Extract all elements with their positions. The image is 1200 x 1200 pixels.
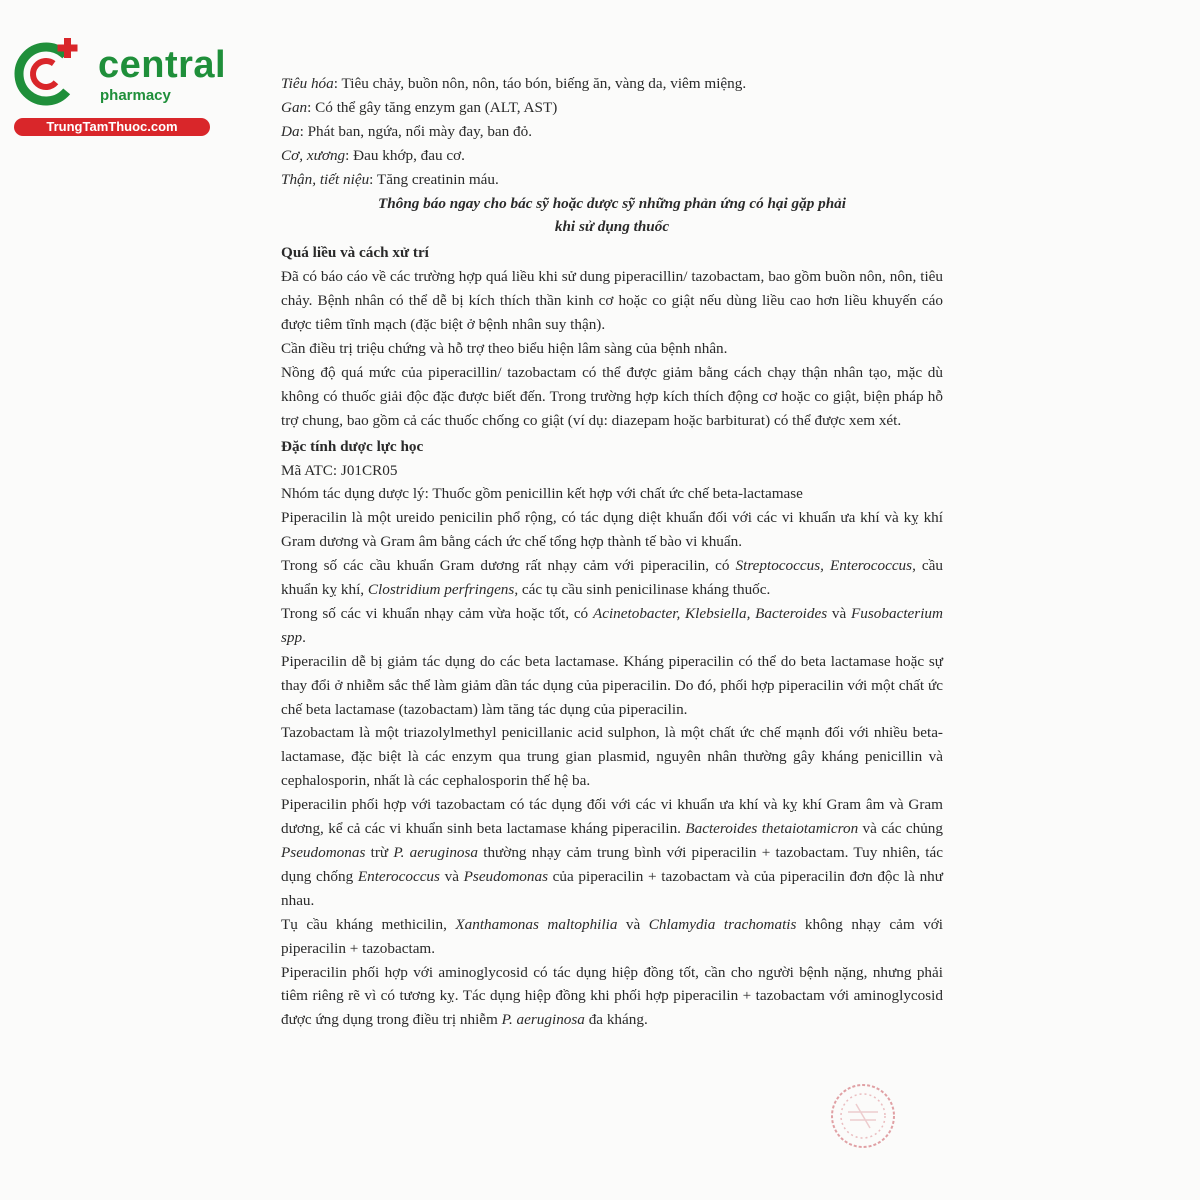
overdose-paragraph: Đã có báo cáo về các trường hợp quá liều khi sử dung piperacillin/ tazobactam, bao gồm buồn nôn, nôn, tiêu chảy. Bệnh nhân có thể dễ bị kích thích thần kinh cơ hoặc co giật nếu dùng liều cao hơn liều khuyến cáo được tiêm tĩnh mạch (đặc biệt ở bệnh nhân suy thận).	[281, 268, 943, 334]
pharma-paragraph: Piperacilin phối hợp với aminoglycosid có tác dụng hiệp đồng tốt, cần cho người bệnh nặng, nhưng phải tiêm riêng rẽ vì có tương kỵ. Tác dụng hiệp đồng khi phối hợp piperacilin + tazobactam với aminoglycosid được ứng dụng trong điều trị nhiễm P. aeruginosa đa kháng.	[281, 963, 943, 1029]
side-effect-label: Gan	[281, 98, 308, 116]
side-effect-text: : Tăng creatinin máu.	[369, 170, 499, 188]
pharma-paragraph: Piperacilin là một ureido penicilin phổ rộng, có tác dụng diệt khuẩn đối với các vi khuẩn ưa khí và kỵ khí Gram dương và Gram âm bằng cách ức chế tổng hợp thành tế bào vi khuẩn.	[281, 509, 943, 551]
side-effect-label: Tiêu hóa	[281, 75, 334, 92]
pharmacodynamics-heading: Đặc tính dược lực học	[281, 437, 424, 455]
overdose-heading: Quá liều và cách xử trí	[281, 244, 429, 262]
brand-subtitle: pharmacy	[100, 87, 171, 104]
side-effect-renal	[281, 168, 943, 192]
overdose-paragraph: Cần điều trị triệu chứng và hỗ trợ theo biểu hiện lâm sàng của bệnh nhân.	[281, 339, 728, 357]
overdose-paragraph: Nồng độ quá mức của piperacillin/ tazobactam có thể được giảm bằng cách chạy thận nhân tạo, mặc dù không có thuốc giải độc đặc được biết đến. Trong trường hợp kích thích động cơ hoặc co giật, biện pháp hỗ trợ chung, bao gồm cả các thuốc chống co giật (ví dụ: diazepam hoặc barbiturat) có thể được xem xét.	[281, 363, 943, 429]
notice-line-2: khi sử dụng thuốc	[554, 218, 670, 236]
pharmacy-cross-logo-icon	[12, 36, 84, 108]
brand-logo	[12, 36, 227, 136]
pharma-paragraph: Piperacilin phối hợp với tazobactam có tác dụng đối với các vi khuẩn ưa khí và kỵ khí Gram âm và Gram dương, kể cả các vi khuẩn sinh beta lactamase kháng piperacilin. Bacteroides thetaiotamicron và các chủng Pseudomonas trừ P. aeruginosa thường nhạy cảm trung bình với piperacilin + tazobactam. Tuy nhiên, tác dụng chống Enterococcus và Pseudomonas của piperacilin + tazobactam và của piperacilin đơn độc là như nhau.	[281, 796, 943, 909]
side-effect-text: : Đau khớp, đau cơ.	[345, 146, 465, 164]
adverse-reaction-notice	[281, 192, 943, 240]
brand-name: central	[98, 44, 227, 86]
side-effect-musculoskeletal	[281, 144, 943, 168]
side-effect-text: : Phát ban, ngứa, nổi mày đay, ban đỏ.	[299, 122, 533, 140]
side-effect-liver	[281, 96, 943, 120]
pharma-paragraph: Trong số các vi khuẩn nhạy cảm vừa hoặc tốt, có Acinetobacter, Klebsiella, Bacteroides và Fusobacterium spp.	[281, 604, 943, 646]
pharma-paragraph: Tụ cầu kháng methicilin, Xanthamonas maltophilia và Chlamydia trachomatis không nhạy cảm với piperacilin + tazobactam.	[281, 915, 943, 957]
document-body	[281, 72, 943, 1032]
side-effect-label: Da	[281, 122, 300, 140]
brand-url-bar: TrungTamThuoc.com	[14, 118, 210, 136]
pharma-paragraph: Piperacilin dễ bị giảm tác dụng do các beta lactamase. Kháng piperacilin có thể do beta lactamase hoặc sự thay đổi ở nhiễm sắc thể làm giảm dần tác dụng của piperacilin. Do đó, phối hợp piperacilin với một chất ức chế beta lactamase (tazobactam) làm tăng tác dụng của piperacilin.	[281, 652, 943, 718]
side-effect-label: Thận, tiết niệu	[281, 170, 370, 188]
notice-line-1: Thông báo ngay cho bác sỹ hoặc dược sỹ những phản ứng có hại gặp phải	[378, 194, 846, 212]
atc-code: Mã ATC: J01CR05	[281, 461, 398, 479]
pharma-paragraph: Tazobactam là một triazolylmethyl penicillanic acid sulphon, là một chất ức chế mạnh đối với nhiều beta-lactamase, đặc biệt là các enzym qua trung gian plasmid, nguyên nhân thường gây kháng penicillin và cephalosporin, nhất là các cephalosporin thế hệ ba.	[281, 724, 943, 790]
pharma-paragraph: Trong số các cầu khuẩn Gram dương rất nhạy cảm với piperacilin, có Streptococcus, Enterococcus, cầu khuẩn kỵ khí, Clostridium perfringens, các tụ cầu sinh penicilinase kháng thuốc.	[281, 557, 943, 599]
side-effect-skin	[281, 120, 943, 144]
side-effect-text: : Tiêu chảy, buồn nôn, nôn, táo bón, biếng ăn, vàng da, viêm miệng.	[333, 75, 747, 92]
red-seal-stamp-icon	[826, 1082, 900, 1150]
side-effect-label: Cơ, xương	[281, 146, 346, 164]
side-effect-text: : Có thể gây tăng enzym gan (ALT, AST)	[307, 98, 558, 116]
pharmacological-group: Nhóm tác dụng dược lý: Thuốc gồm penicillin kết hợp với chất ức chế beta-lactamase	[281, 485, 803, 503]
side-effect-digestive	[281, 72, 943, 96]
